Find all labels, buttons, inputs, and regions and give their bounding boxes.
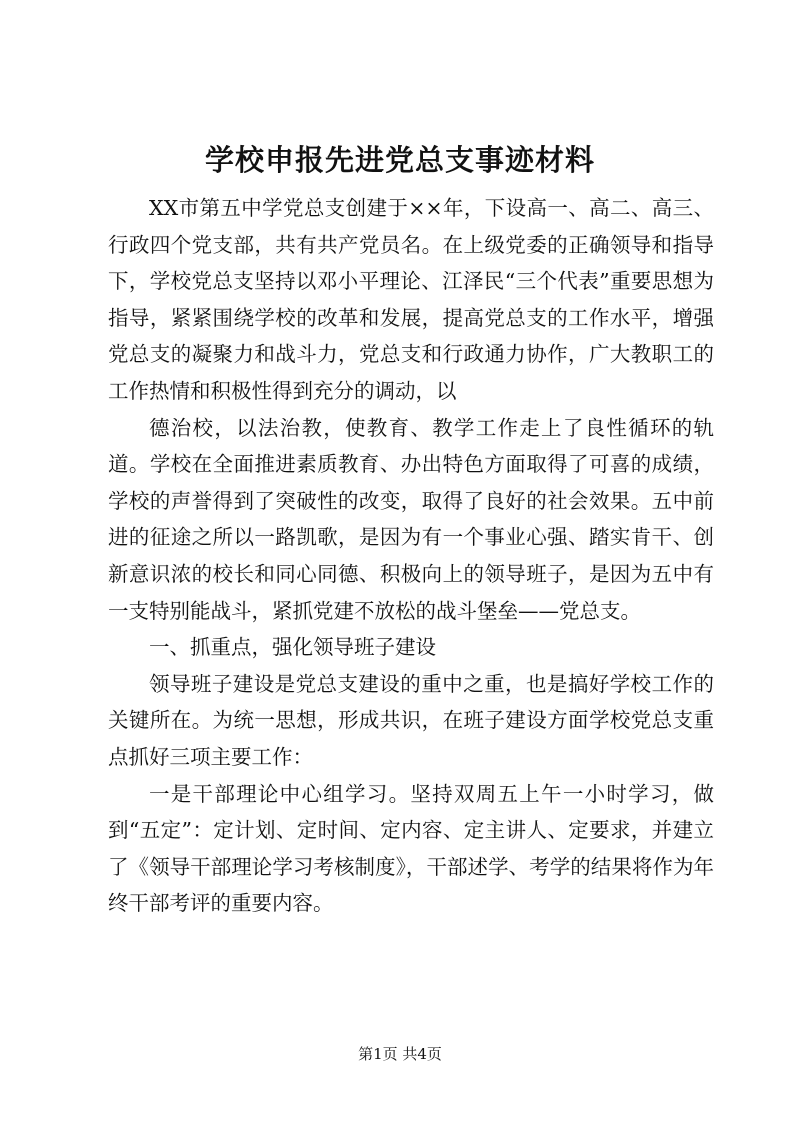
paragraph-leadership: 领导班子建设是党总支建设的重中之重，也是搞好学校工作的关键所在。为统一思想，形成共识，在班子建设方面学校党总支重点抓好三项主要工作： xyxy=(108,671,714,769)
section-heading: 一、抓重点，强化领导班子建设 xyxy=(149,635,436,660)
document-title: 学校申报先进党总支事迹材料 xyxy=(204,143,595,177)
paragraph-intro: XX市第五中学党总支创建于××年，下设高一、高二、高三、行政四个党支部，共有共产党员名。在上级党委的正确领导和指导下，学校党总支坚持以邓小平理论、江泽民“三个代表”重要思想为指导，紧紧围绕学校的改革和发展，提高党总支的工作水平，增强党总支的凝聚力和战斗力，党总支和行政通力协作，广大教职工的工作热情和积极性得到充分的调动，以 xyxy=(108,196,714,403)
paragraph-study: 一是干部理论中心组学习。坚持双周五上午一小时学习，做到“五定”：定计划、定时间、定内容、定主讲人、定要求，并建立了《领导干部理论学习考核制度》，干部述学、考学的结果将作为年终干部考评的重要内容。 xyxy=(108,781,714,916)
document-body xyxy=(108,190,714,922)
page-footer: 第1页 共4页 xyxy=(358,1045,442,1063)
paragraph-achievements: 德治校，以法治教，使教育、教学工作走上了良性循环的轨道。学校在全面推进素质教育、办出特色方面取得了可喜的成绩，学校的声誉得到了突破性的改变，取得了良好的社会效果。五中前进的征途之所以一路凯歌，是因为有一个事业心强、踏实肯干、创新意识浓的校长和同心同德、积极向上的领导班子，是因为五中有一支特别能战斗，紧抓党建不放松的战斗堡垒——党总支。 xyxy=(108,415,714,623)
